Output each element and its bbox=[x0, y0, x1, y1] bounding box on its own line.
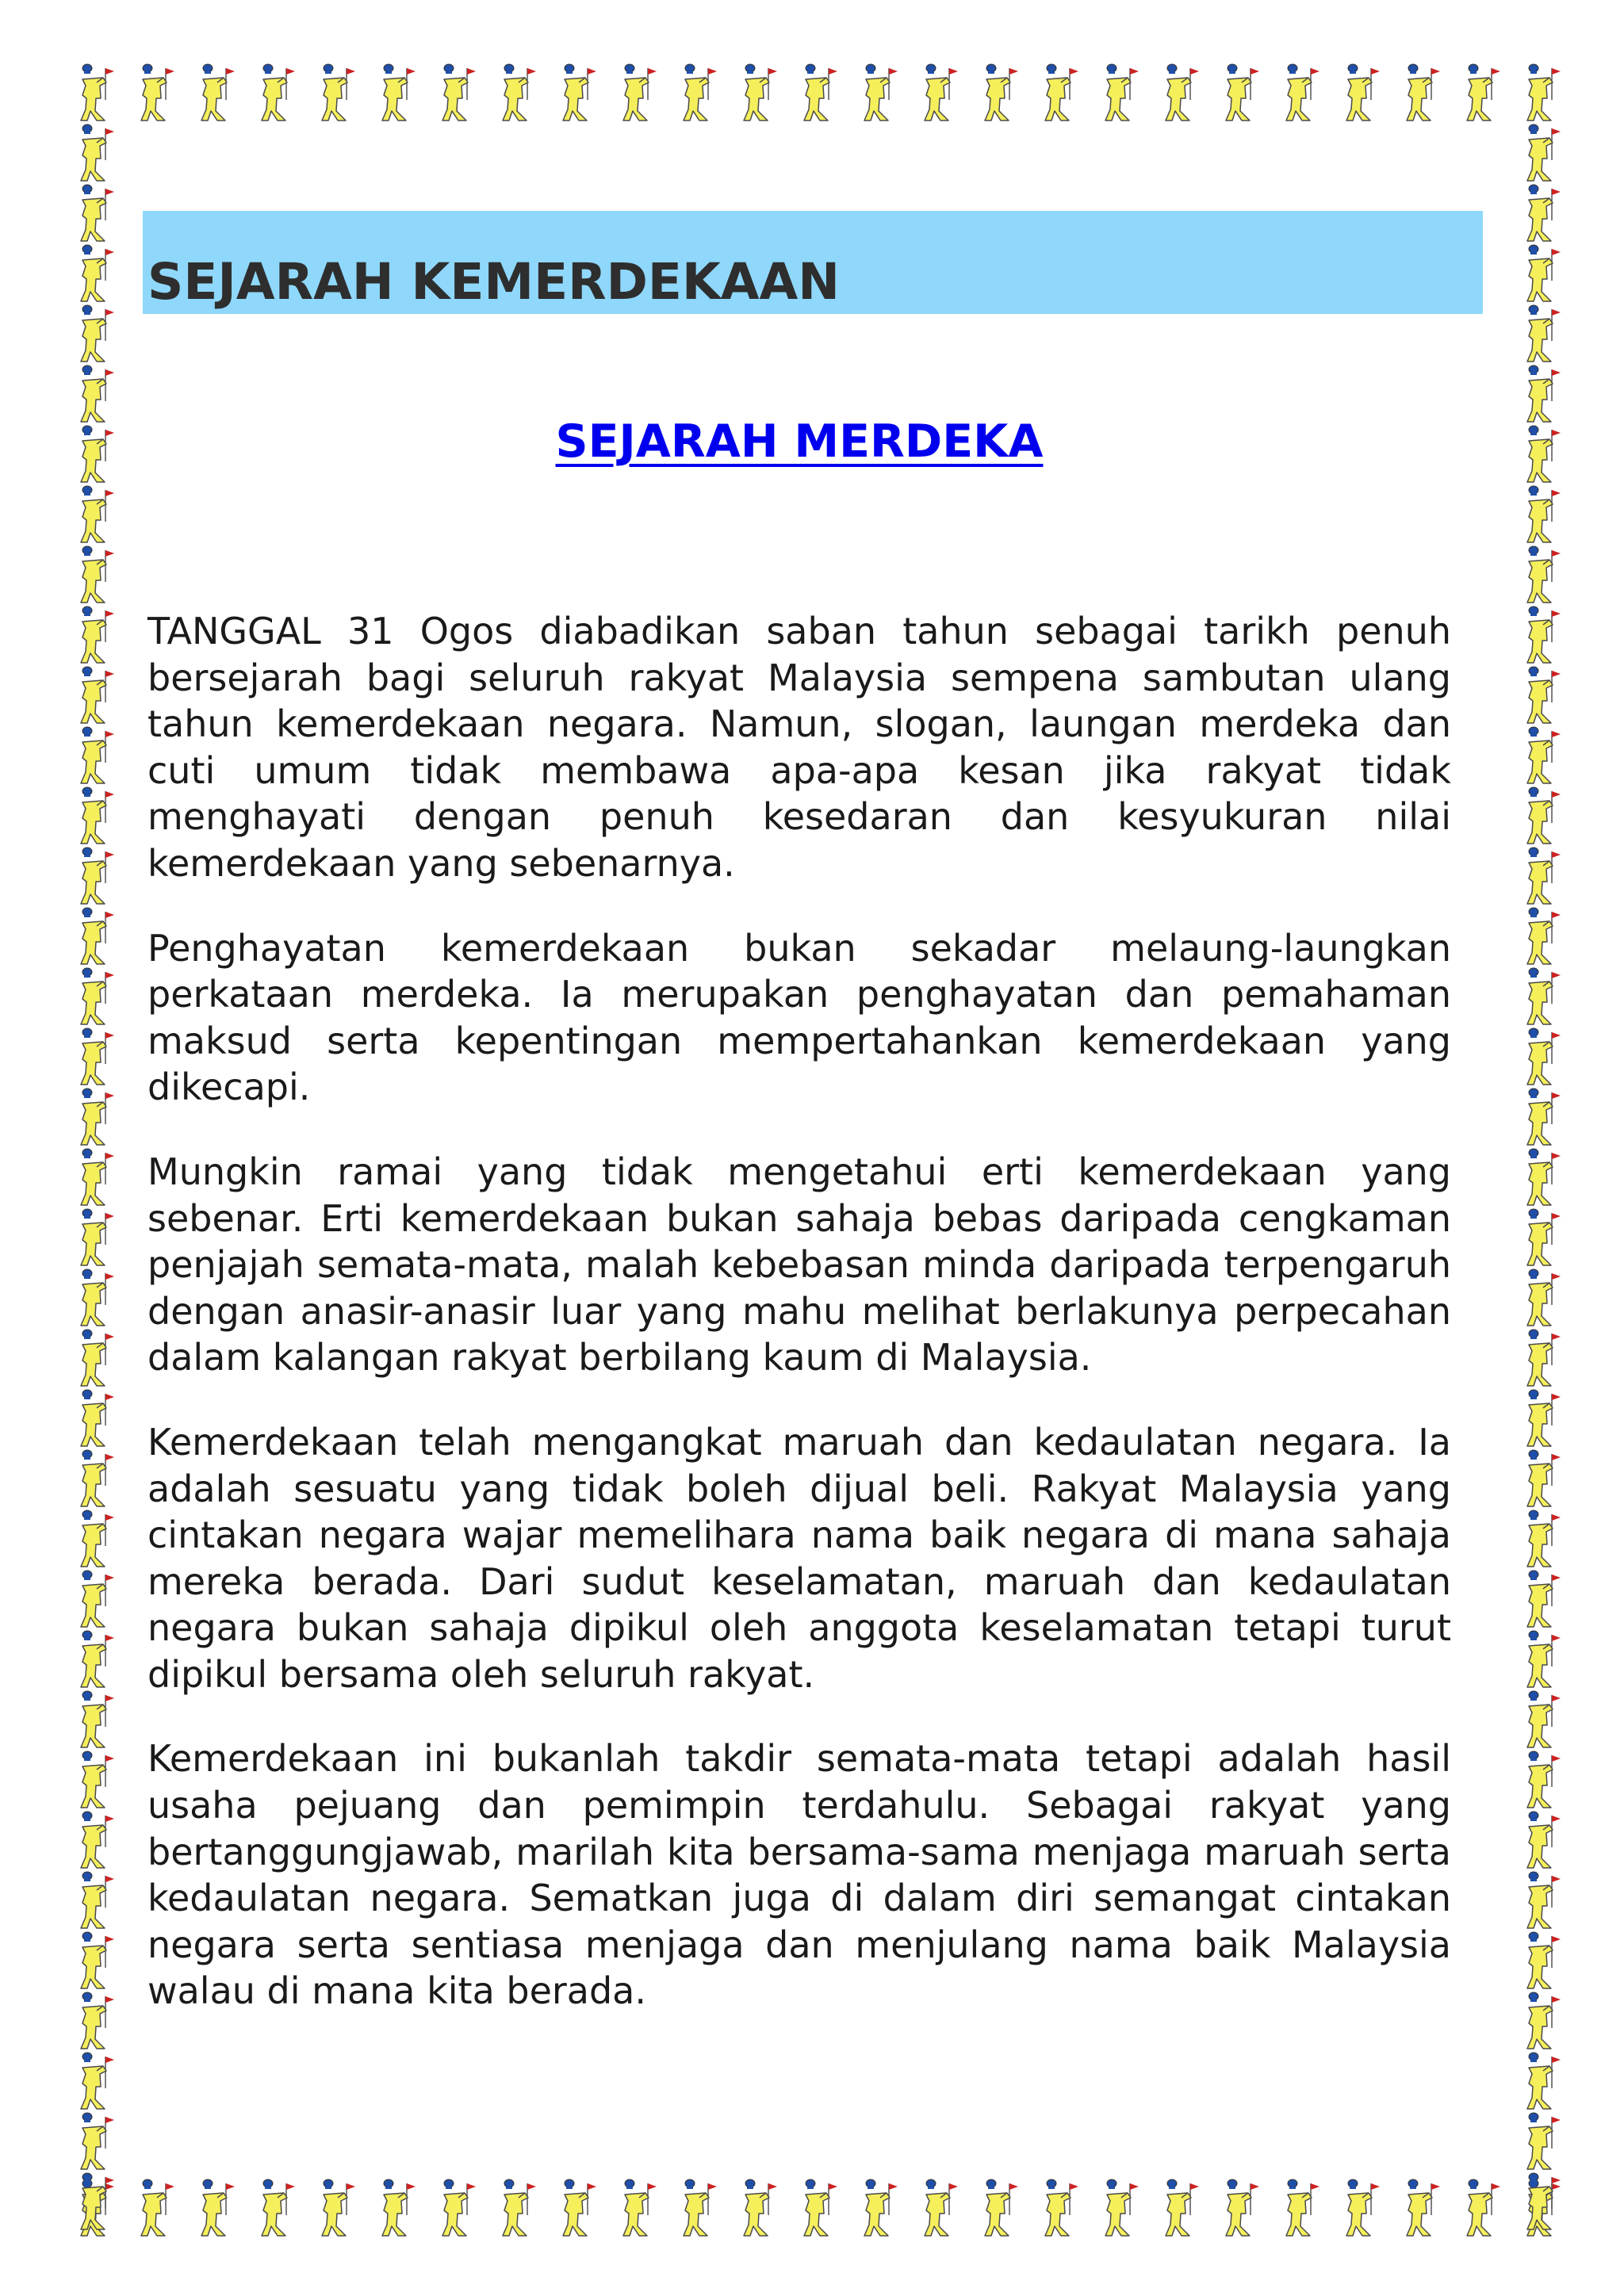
border-figure-icon bbox=[1527, 1330, 1561, 1386]
border-figure-icon bbox=[81, 1872, 114, 1928]
border-figure-icon bbox=[1527, 245, 1561, 301]
border-figure-icon bbox=[442, 64, 476, 121]
border-figure-icon bbox=[1527, 1631, 1561, 1687]
border-figure-icon bbox=[81, 2113, 114, 2169]
border-figure-icon bbox=[503, 2179, 536, 2236]
border-figure-icon bbox=[804, 2179, 837, 2236]
border-figure-icon bbox=[81, 848, 114, 904]
border-figure-icon bbox=[1346, 2179, 1380, 2236]
border-figure-icon bbox=[81, 305, 114, 362]
border-figure-icon bbox=[81, 546, 114, 603]
border-figure-icon bbox=[81, 1571, 114, 1627]
border-figure-icon bbox=[262, 64, 295, 121]
border-figure-icon bbox=[81, 124, 114, 181]
border-figure-icon bbox=[1527, 185, 1561, 241]
border-figure-icon bbox=[684, 64, 717, 121]
border-figure-icon bbox=[1166, 64, 1199, 121]
border-figure-icon bbox=[1467, 2179, 1500, 2236]
border-figure-icon bbox=[1527, 426, 1561, 482]
border-figure-icon bbox=[81, 1209, 114, 1265]
border-figure-icon bbox=[81, 607, 114, 663]
border-figure-icon bbox=[201, 64, 235, 121]
border-figure-icon bbox=[81, 1992, 114, 2049]
border-figure-icon bbox=[1527, 848, 1561, 904]
border-figure-icon bbox=[141, 64, 174, 121]
border-figure-icon bbox=[744, 2179, 777, 2236]
border-figure-icon bbox=[1527, 1510, 1561, 1567]
border-figure-icon bbox=[382, 2179, 416, 2236]
border-figure-icon bbox=[1346, 64, 1380, 121]
border-figure-icon bbox=[382, 64, 416, 121]
border-figure-icon bbox=[1527, 365, 1561, 422]
border-figure-icon bbox=[1527, 1992, 1561, 2049]
border-figure-icon bbox=[81, 1269, 114, 1326]
article-title-link[interactable]: SEJARAH MERDEKA bbox=[555, 415, 1044, 468]
border-figure-icon bbox=[1527, 908, 1561, 964]
border-figure-icon bbox=[1527, 305, 1561, 362]
border-figure-icon bbox=[1527, 727, 1561, 783]
border-figure-icon bbox=[81, 1028, 114, 1085]
border-figure-icon bbox=[81, 185, 114, 241]
border-figure-icon bbox=[1527, 124, 1561, 181]
border-figure-icon bbox=[864, 64, 898, 121]
paragraph: TANGGAL 31 Ogos diabadikan saban tahun sebagai tarikh penuh bersejarah bagi seluruh rakyat Malaysia sempena sambutan ulang tahun kemerdekaan negara. Namun, slogan, laungan merdeka dan cuti umum tidak membawa apa-apa kesan jika rakyat tidak menghayati dengan penuh kesedaran dan kesyukuran nilai kemerdekaan yang sebenarnya. bbox=[147, 610, 1451, 885]
border-figure-icon bbox=[1527, 1149, 1561, 1205]
border-figure-icon bbox=[623, 2179, 657, 2236]
border-figure-icon bbox=[262, 2179, 295, 2236]
border-figure-icon bbox=[81, 908, 114, 964]
border-figure-icon bbox=[1527, 607, 1561, 663]
border-figure-icon bbox=[563, 2179, 596, 2236]
border-figure-icon bbox=[141, 2179, 174, 2236]
border-figure-icon bbox=[81, 667, 114, 723]
paragraph: Kemerdekaan ini bukanlah takdir semata-mata tetapi adalah hasil usaha pejuang dan pemimpin terdahulu. Sebagai rakyat yang bertanggungjawab, marilah kita bersama-sama menjaga maruah serta kedaulatan negara. Sematkan juga di dalam diri semangat cintakan negara serta sentiasa menjaga dan menjulang nama baik Malaysia walau di mana kita berada. bbox=[147, 1737, 1451, 2013]
border-figure-icon bbox=[81, 486, 114, 542]
border-figure-icon bbox=[1226, 64, 1259, 121]
border-figure-icon bbox=[1527, 1089, 1561, 1145]
border-figure-icon bbox=[81, 1751, 114, 1808]
border-figure-icon bbox=[1527, 1269, 1561, 1326]
border-figure-icon bbox=[985, 2179, 1018, 2236]
border-figure-icon bbox=[1527, 2053, 1561, 2109]
page-title: SEJARAH KEMERDEKAAN bbox=[147, 253, 841, 311]
border-figure-icon bbox=[81, 426, 114, 482]
border-figure-icon bbox=[322, 2179, 355, 2236]
border-figure-icon bbox=[1527, 1450, 1561, 1506]
border-figure-icon bbox=[1527, 1751, 1561, 1808]
border-figure-icon bbox=[1527, 486, 1561, 542]
border-figure-icon bbox=[81, 1691, 114, 1747]
paragraph: Penghayatan kemerdekaan bukan sekadar melaung-laungkan perkataan merdeka. Ia merupakan penghayatan dan pemahaman maksud serta kepentingan mempertahankan kemerdekaan yang dikecapi. bbox=[147, 926, 1451, 1109]
border-figure-icon bbox=[322, 64, 355, 121]
border-figure-icon bbox=[81, 1812, 114, 1868]
border-figure-icon bbox=[1527, 2113, 1561, 2169]
border-figure-icon bbox=[81, 1932, 114, 1988]
border-figure-icon bbox=[864, 2179, 898, 2236]
border-figure-icon bbox=[1527, 1390, 1561, 1446]
border-figure-icon bbox=[1527, 1812, 1561, 1868]
border-figure-icon bbox=[442, 2179, 476, 2236]
border-figure-icon bbox=[1286, 2179, 1320, 2236]
border-figure-icon bbox=[1226, 2179, 1259, 2236]
border-figure-icon bbox=[744, 64, 777, 121]
border-figure-icon bbox=[925, 64, 958, 121]
border-figure-icon bbox=[81, 1510, 114, 1567]
border-figure-icon bbox=[81, 1390, 114, 1446]
border-figure-icon bbox=[81, 1450, 114, 1506]
border-figure-icon bbox=[81, 1631, 114, 1687]
border-figure-icon bbox=[81, 787, 114, 844]
border-figure-icon bbox=[81, 1149, 114, 1205]
border-figure-icon bbox=[1527, 1209, 1561, 1265]
article-body bbox=[147, 608, 1451, 2053]
border-figure-icon bbox=[1527, 1872, 1561, 1928]
paragraph: Kemerdekaan telah mengangkat maruah dan kedaulatan negara. Ia adalah sesuatu yang tidak boleh dijual beli. Rakyat Malaysia yang cintakan negara wajar memelihara nama baik negara di mana sahaja mereka berada. Dari sudut keselamatan, maruah dan kedaulatan negara bukan sahaja dipikul oleh anggota keselamatan tetapi turut dipikul bersama oleh seluruh rakyat. bbox=[147, 1420, 1451, 1696]
border-figure-icon bbox=[1407, 64, 1440, 121]
border-figure-icon bbox=[1527, 787, 1561, 844]
border-figure-icon bbox=[1166, 2179, 1199, 2236]
border-figure-icon bbox=[1527, 64, 1561, 121]
border-figure-icon bbox=[1527, 2173, 1561, 2229]
paragraph: Mungkin ramai yang tidak mengetahui erti kemerdekaan yang sebenar. Erti kemerdekaan bukan sahaja bebas daripada cengkaman penjajah semata-mata, malah kebebasan minda daripada terpengaruh dengan anasir-anasir luar yang mahu melihat berlakunya perpecahan dalam kalangan rakyat berbilang kaum di Malaysia. bbox=[147, 1150, 1451, 1380]
border-figure-icon bbox=[81, 2173, 114, 2229]
border-figure-icon bbox=[684, 2179, 717, 2236]
border-figure-icon bbox=[81, 1330, 114, 1386]
border-figure-icon bbox=[1105, 2179, 1139, 2236]
border-figure-icon bbox=[985, 64, 1018, 121]
border-figure-icon bbox=[81, 1089, 114, 1145]
border-figure-icon bbox=[1527, 968, 1561, 1024]
border-figure-icon bbox=[201, 2179, 235, 2236]
border-figure-icon bbox=[503, 64, 536, 121]
border-figure-icon bbox=[1105, 64, 1139, 121]
border-figure-icon bbox=[81, 727, 114, 783]
border-figure-icon bbox=[1527, 1571, 1561, 1627]
border-figure-icon bbox=[1527, 1691, 1561, 1747]
border-figure-icon bbox=[1467, 64, 1500, 121]
border-figure-icon bbox=[1527, 546, 1561, 603]
border-figure-icon bbox=[925, 2179, 958, 2236]
border-figure-icon bbox=[1286, 64, 1320, 121]
border-figure-icon bbox=[81, 2053, 114, 2109]
border-figure-icon bbox=[81, 64, 114, 121]
border-figure-icon bbox=[1407, 2179, 1440, 2236]
border-figure-icon bbox=[1527, 1932, 1561, 1988]
border-figure-icon bbox=[1045, 2179, 1078, 2236]
border-figure-icon bbox=[81, 245, 114, 301]
border-figure-icon bbox=[81, 968, 114, 1024]
border-figure-icon bbox=[81, 365, 114, 422]
border-figure-icon bbox=[1045, 64, 1078, 121]
border-figure-icon bbox=[1527, 1028, 1561, 1085]
border-figure-icon bbox=[804, 64, 837, 121]
border-figure-icon bbox=[563, 64, 596, 121]
border-figure-icon bbox=[623, 64, 657, 121]
border-figure-icon bbox=[1527, 667, 1561, 723]
